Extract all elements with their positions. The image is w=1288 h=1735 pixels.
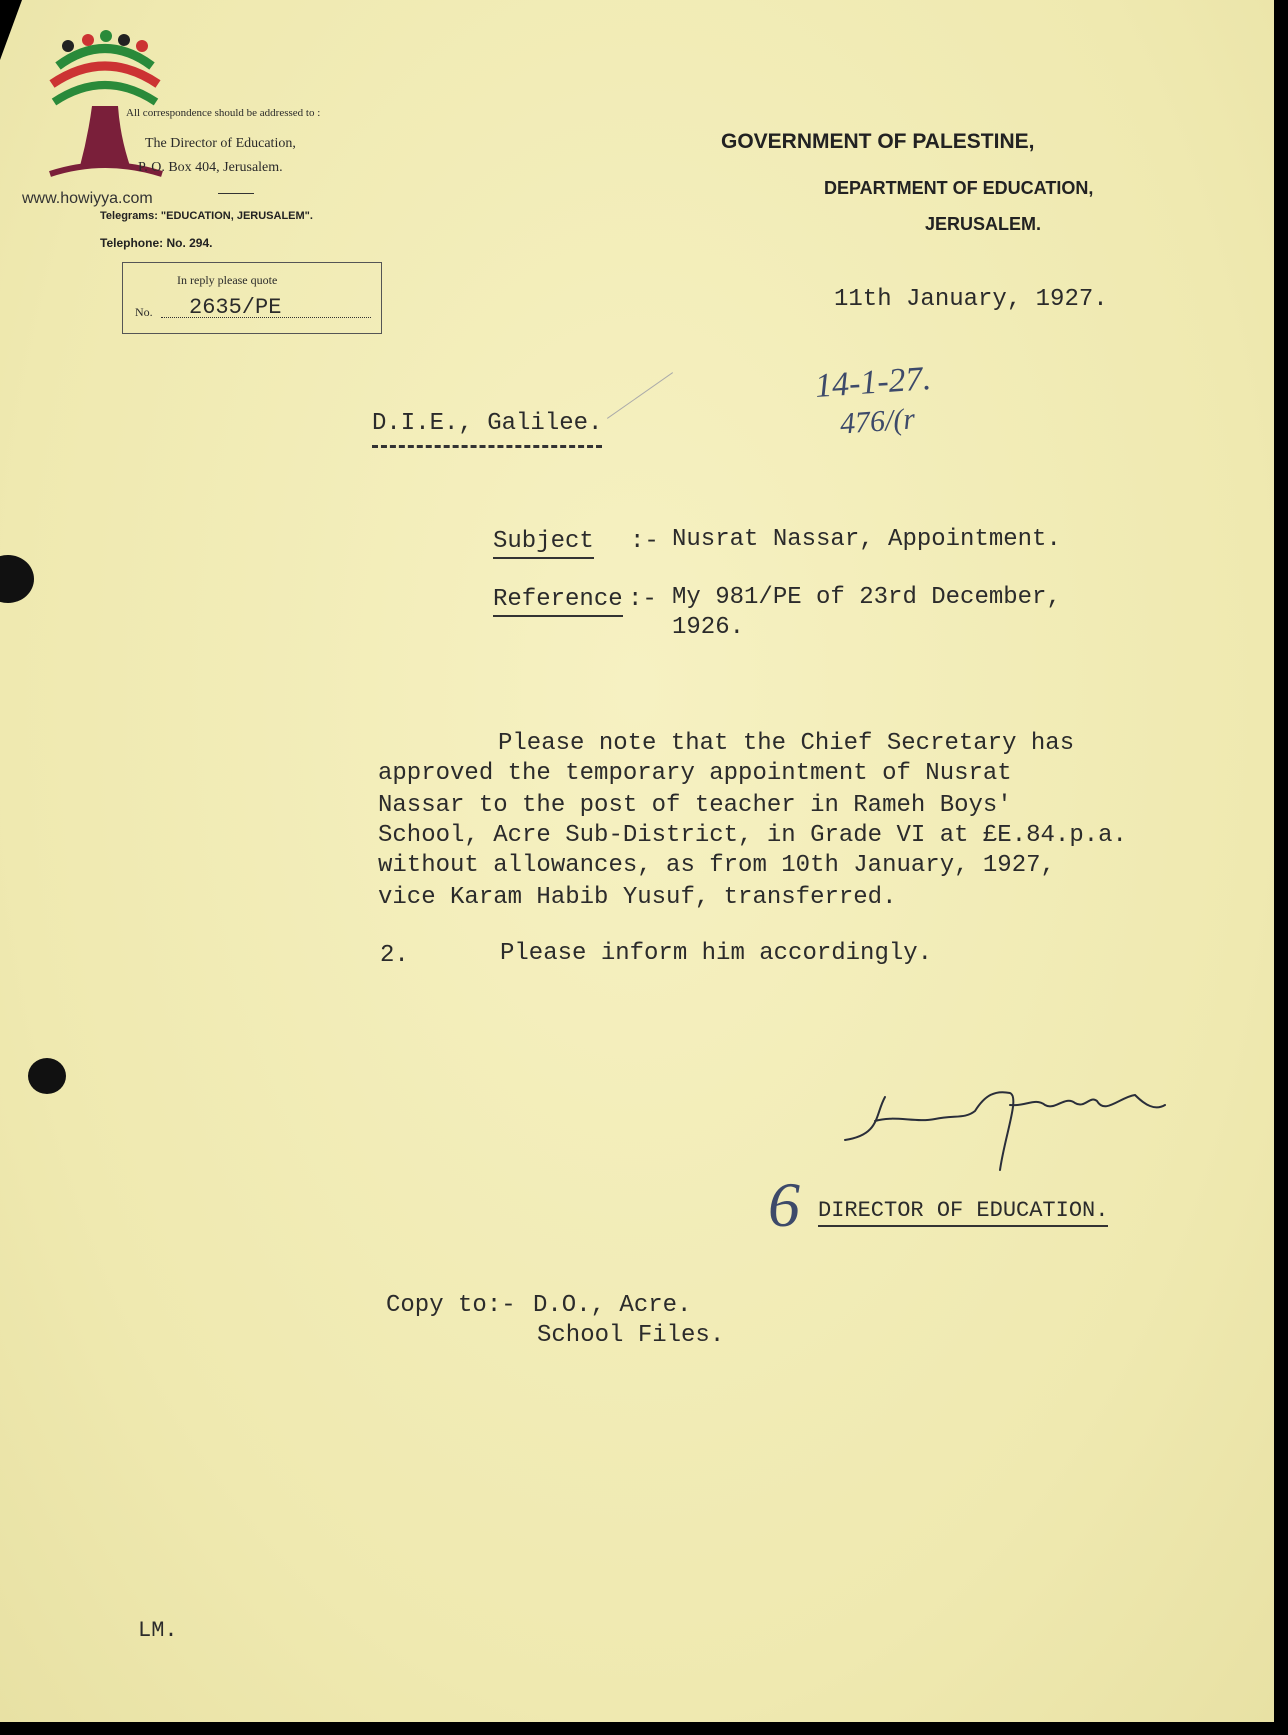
- copy-to-line1: D.O., Acre.: [533, 1292, 692, 1319]
- punch-hole-top: [0, 555, 34, 603]
- reference-label: Reference: [493, 586, 623, 617]
- reply-quote-box: [122, 262, 382, 334]
- body-line-5: without allowances, as from 10th January, 1927,: [378, 852, 1055, 879]
- copy-to-label: Copy to:-: [386, 1292, 516, 1319]
- margin-mark: 6: [768, 1169, 800, 1240]
- point-number: 2.: [380, 942, 409, 969]
- subject-label: Subject: [493, 528, 594, 559]
- letter-date: 11th January, 1927.: [834, 286, 1108, 313]
- watermark-url: www.howiyya.com: [22, 190, 153, 207]
- city-heading: JERUSALEM.: [925, 214, 1042, 234]
- handwritten-ref-line2: 476/(r: [838, 402, 917, 441]
- addressee-line2: P. O. Box 404, Jerusalem.: [138, 160, 283, 175]
- reply-note: In reply please quote: [177, 273, 278, 287]
- corner-tear: [0, 0, 22, 60]
- reply-no-label: No.: [135, 305, 153, 319]
- telegrams-line: Telegrams: "EDUCATION, JERUSALEM".: [100, 210, 313, 222]
- typist-initials: LM.: [138, 1618, 178, 1643]
- subject-sep: :-: [630, 528, 659, 555]
- government-heading: GOVERNMENT OF PALESTINE,: [721, 130, 1035, 153]
- subject-text: Nusrat Nassar, Appointment.: [672, 526, 1061, 553]
- point-text: Please inform him accordingly.: [500, 940, 933, 967]
- correspondence-note: All correspondence should be addressed to :: [126, 107, 321, 119]
- pencil-stroke: [607, 372, 673, 419]
- body-line-2: approved the temporary appointment of Nusrat: [378, 760, 1012, 787]
- copy-to-line2: School Files.: [537, 1322, 725, 1349]
- recipient: D.I.E., Galilee.: [372, 410, 602, 448]
- body-line-3: Nassar to the post of teacher in Rameh Boys': [378, 792, 1012, 819]
- reply-no-value: 2635/PE: [189, 295, 282, 320]
- body-line-6: vice Karam Habib Yusuf, transferred.: [378, 884, 897, 911]
- letterhead-divider: [218, 193, 254, 194]
- department-heading: DEPARTMENT OF EDUCATION,: [824, 178, 1094, 198]
- body-line-4: School, Acre Sub-District, in Grade VI at £E.84.p.a.: [378, 822, 1127, 849]
- body-line-1: Please note that the Chief Secretary has: [498, 730, 1075, 757]
- handwritten-signature: [835, 1075, 1175, 1175]
- telephone-line: Telephone: No. 294.: [100, 236, 213, 250]
- handwritten-ref-line1: 14-1-27.: [813, 359, 933, 406]
- reference-line2: 1926.: [672, 614, 745, 641]
- punch-hole-bottom: [28, 1058, 66, 1094]
- reference-line1: My 981/PE of 23rd December,: [672, 584, 1061, 611]
- addressee-line1: The Director of Education,: [145, 136, 296, 151]
- reference-sep: :-: [628, 586, 657, 613]
- signature-title: DIRECTOR OF EDUCATION.: [818, 1198, 1108, 1227]
